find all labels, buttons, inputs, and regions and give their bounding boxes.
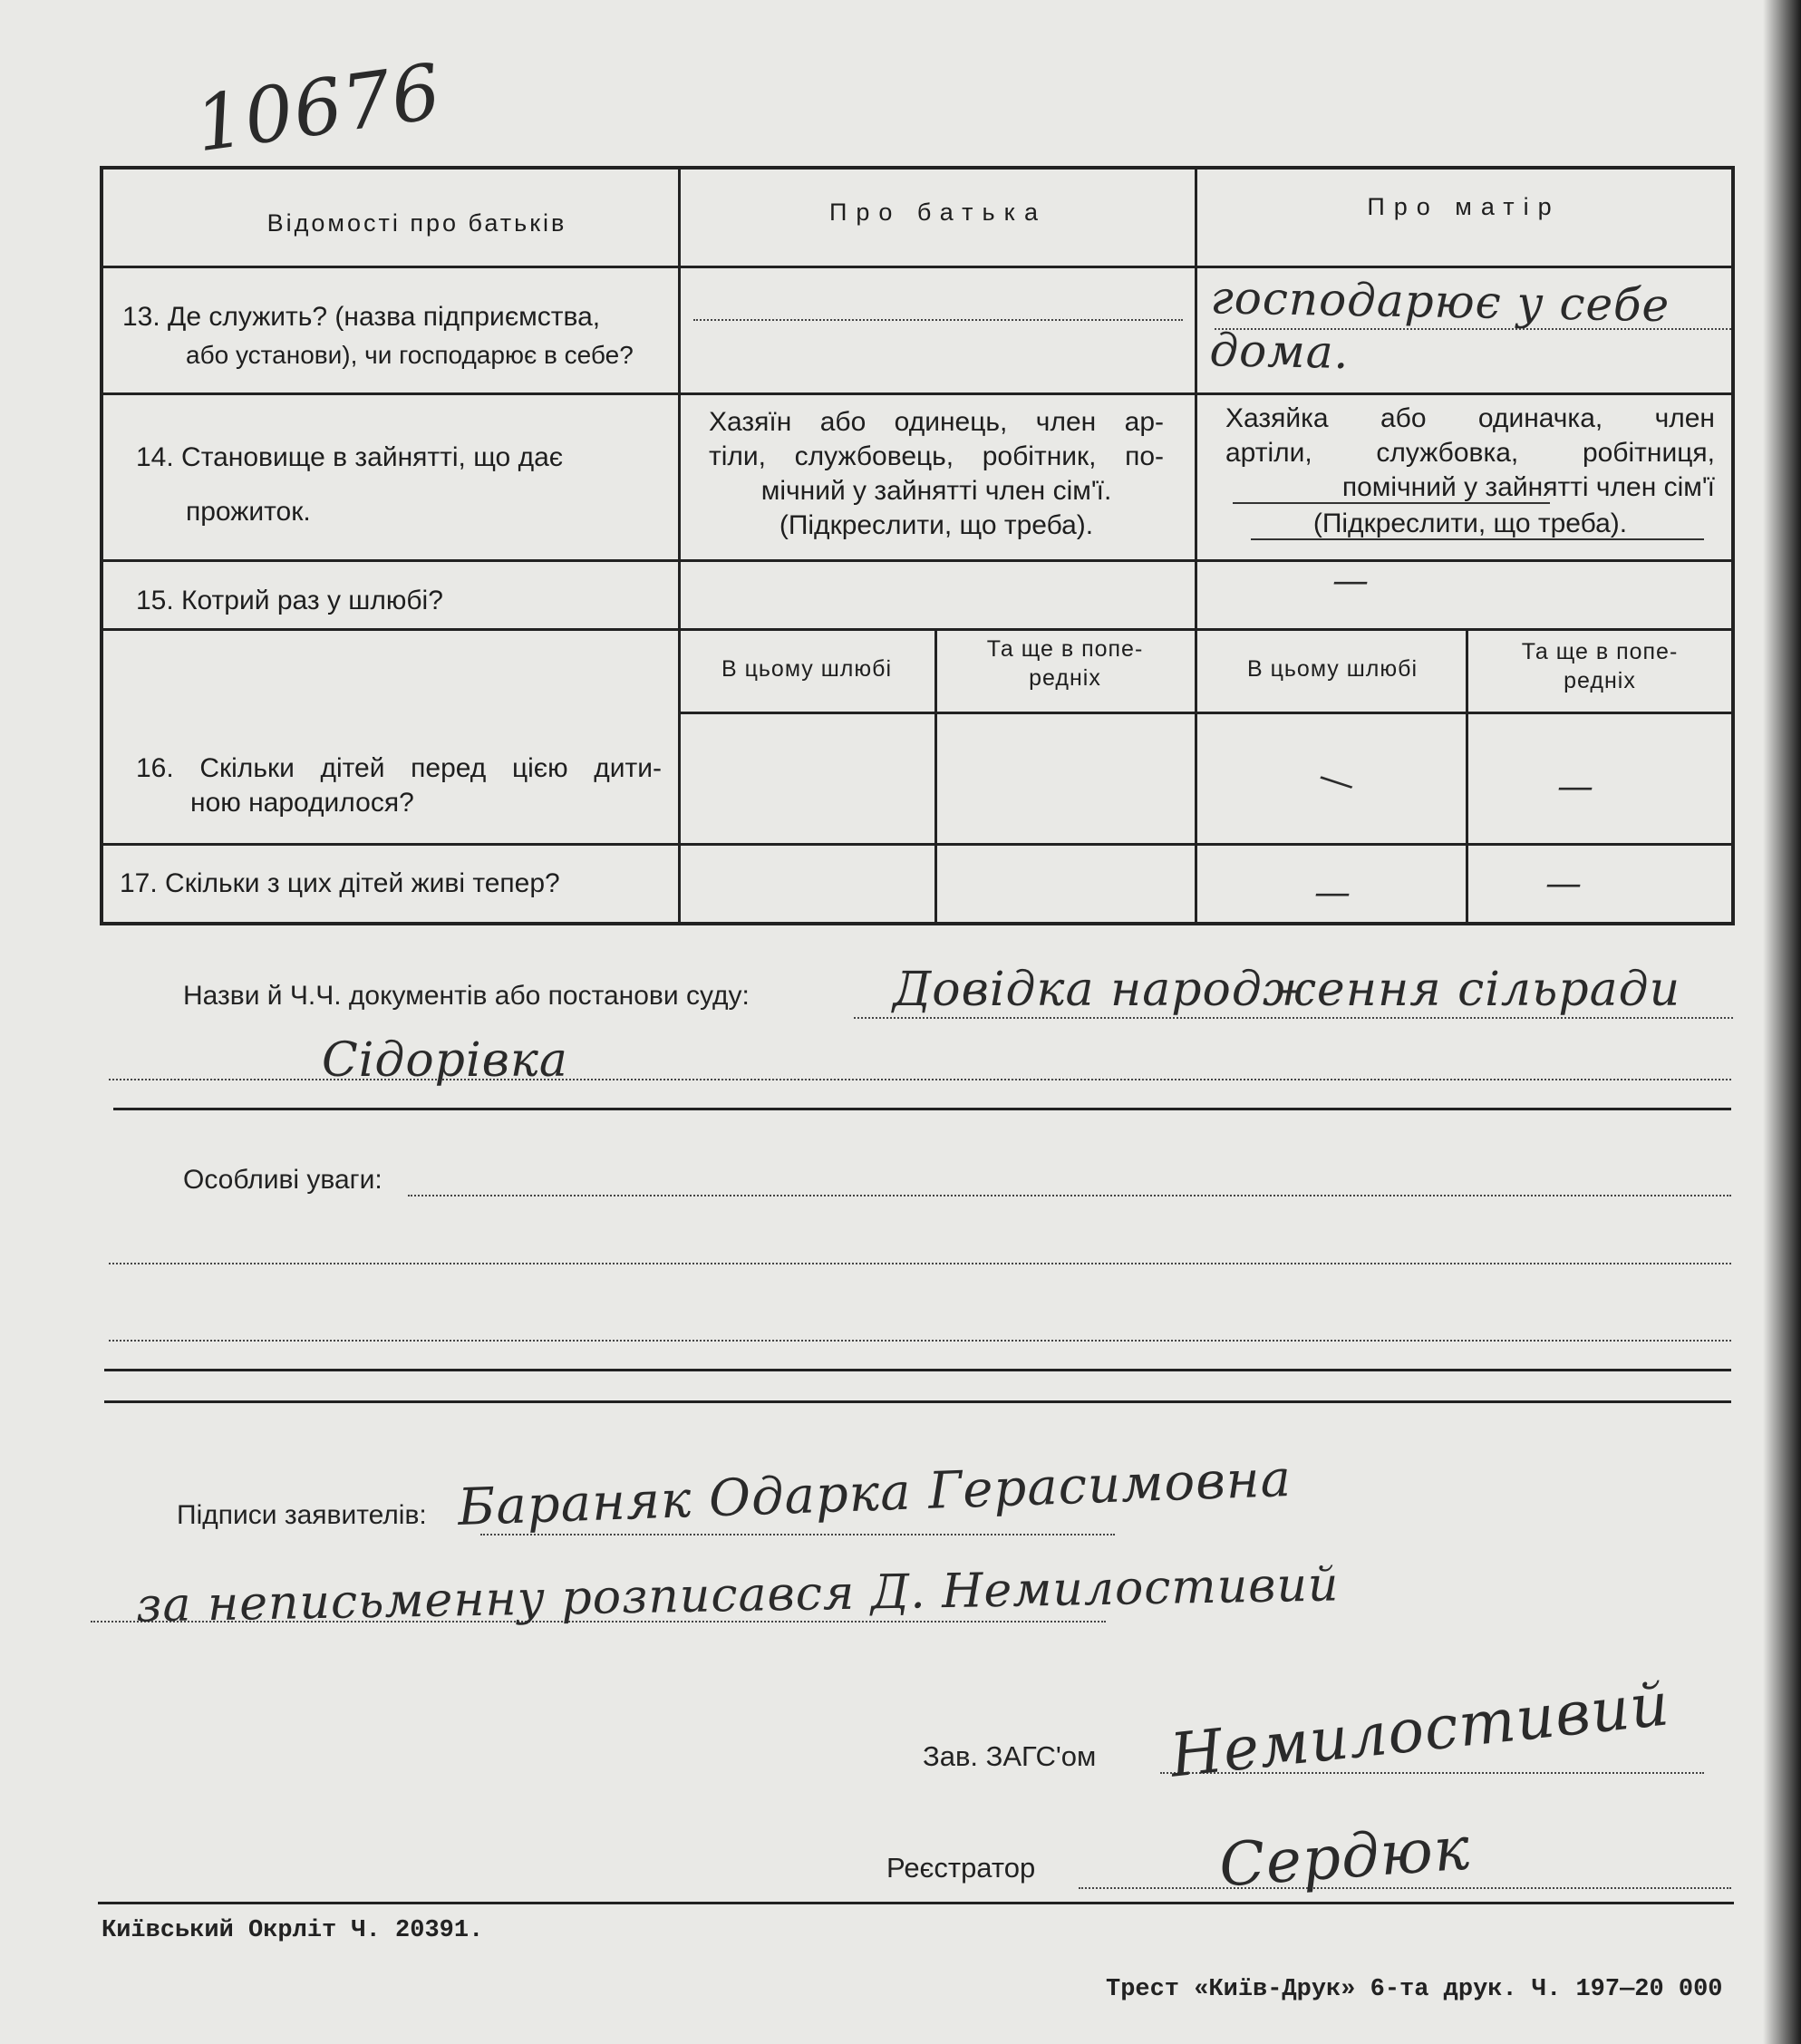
mother-marriage-count: — [1332, 560, 1370, 602]
remarks-field-line2 [109, 1263, 1731, 1264]
mother-status-line4: (Підкреслити, що треба). [1312, 509, 1628, 538]
archive-number: 10676 [189, 46, 447, 170]
mother-status-line2: артіли, службовка, робітниця, [1225, 438, 1715, 468]
section-rule [104, 1400, 1731, 1403]
mother-children-this-marriage: — [1312, 754, 1362, 807]
mother-this-marriage-header: В цьому шлюбі [1246, 656, 1419, 682]
remarks-field-line3 [109, 1340, 1731, 1342]
father-this-marriage-header: В цьому шлюбі [721, 656, 893, 682]
question-14-line2: прожиток. [186, 497, 311, 527]
mother-status-underline [1233, 502, 1550, 504]
zags-head-label: Зав. ЗАГС'ом [923, 1740, 1097, 1772]
table-divider [934, 630, 937, 925]
footer-right: Трест «Київ-Друк» 6-та друк. Ч. 197—20 000 [1106, 1976, 1723, 2003]
footer-rule [98, 1902, 1734, 1904]
father-previous-header-l1: Та ще в попе- [986, 636, 1144, 662]
question-13-line1: 13. Де служить? (назва підприємства, [122, 302, 601, 332]
signatures-value-line1: Бараняк Одарка Герасимовна [457, 1448, 1293, 1538]
documents-value-line2: Сідорівка [322, 1033, 568, 1088]
documents-label: Назви й Ч.Ч. документів або постанови суду: [183, 981, 750, 1011]
table-divider [678, 166, 681, 925]
signatures-label: Підписи заявителів: [177, 1500, 427, 1530]
header-parents-info: Відомості про батьків [266, 209, 567, 237]
documents-value-line1: Довідка народження сільради [893, 963, 1681, 1017]
registrar-label: Реєстратор [886, 1852, 1036, 1884]
table-divider [100, 392, 1735, 395]
father-status-line3: мічний у зайнятті член сім'ї. [760, 476, 1112, 506]
mother-children-alive-this: — [1314, 872, 1351, 914]
footer-left: Київський Окрліт Ч. 20391. [102, 1917, 484, 1944]
mother-previous-header-l1: Та ще в попе- [1521, 639, 1679, 664]
question-14-line1: 14. Становище в зайнятті, що дає [136, 442, 564, 472]
mother-status-underline [1251, 538, 1704, 540]
table-divider [100, 843, 1735, 846]
question-16-line1: 16. Скільки дітей перед цією дити- [136, 753, 662, 783]
mother-previous-header-l2: редніх [1564, 668, 1636, 693]
father-status-line2: тіли, службовець, робітник, по- [709, 441, 1164, 471]
question-17: 17. Скільки з цих дітей живі тепер? [120, 868, 560, 898]
signatures-value-line2: за неписьменну розписався Д. Немилостивий [135, 1557, 1340, 1633]
father-occupation-field [693, 319, 1183, 321]
section-rule [104, 1369, 1731, 1371]
question-15: 15. Котрий раз у шлюбі? [136, 586, 443, 615]
father-status-line4: (Підкреслити, що треба). [779, 510, 1094, 540]
table-divider [1195, 166, 1197, 925]
remarks-label: Особливі уваги: [183, 1165, 382, 1195]
remarks-field-line1 [408, 1195, 1731, 1196]
table-divider [100, 628, 1735, 631]
question-16-line2: ною народилося? [190, 788, 414, 818]
mother-status-line3: помічний у зайнятті член сім'ї [1341, 472, 1715, 502]
question-13-line2: або установи), чи господарює в себе? [186, 341, 634, 369]
mother-children-previous: — [1557, 766, 1594, 808]
mother-occupation: господарює у себе дома. [1209, 271, 1670, 379]
table-divider [680, 712, 1735, 714]
documents-field-line1 [854, 1017, 1733, 1019]
father-status-line1: Хазяїн або одинець, член ар- [709, 407, 1164, 437]
table-divider [1466, 630, 1468, 925]
table-divider [100, 559, 1735, 562]
mother-children-alive-previous: — [1545, 863, 1583, 905]
table-divider [100, 266, 1735, 268]
header-father: Про батька [828, 199, 1048, 226]
zags-head-signature: Немилостивий [1167, 1669, 1673, 1791]
signatures-field-line1 [480, 1534, 1115, 1535]
father-previous-header-l2: редніх [1029, 665, 1101, 691]
mother-status-line1: Хазяйка або одиначка, член [1225, 403, 1715, 433]
header-mother: Про матір [1367, 193, 1561, 220]
section-rule [113, 1108, 1731, 1110]
registrar-signature: Сердюк [1216, 1813, 1473, 1901]
